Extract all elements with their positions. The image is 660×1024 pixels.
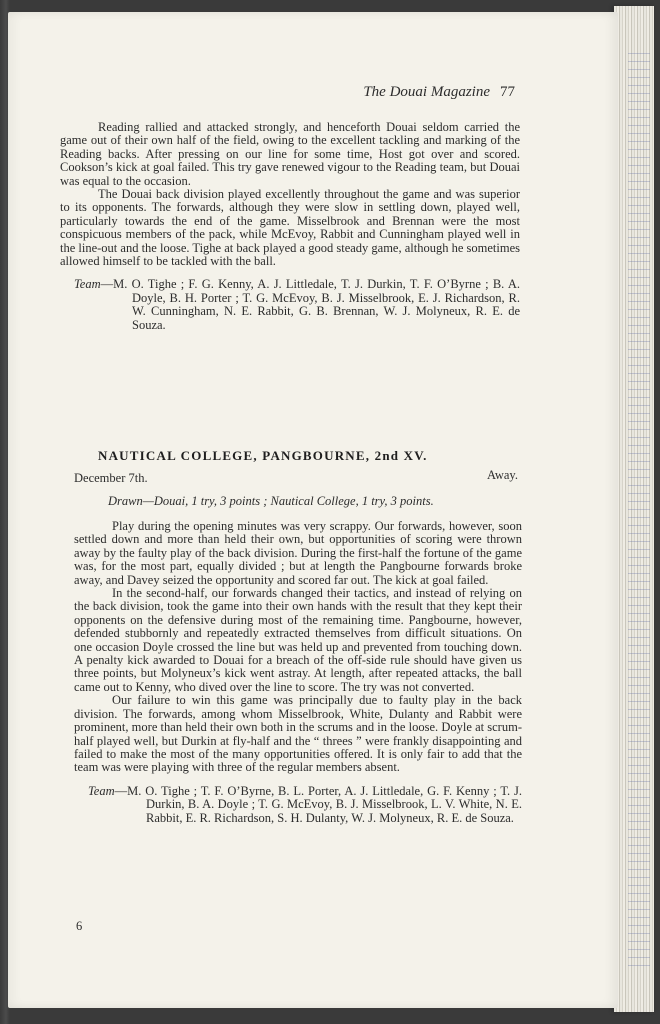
team-list-pangbourne bbox=[74, 785, 522, 825]
section-pangbourne-report bbox=[74, 520, 522, 825]
paragraph-reading-2: The Douai back division played excellently throughout the game and was superior to its opponents. The forwards, although they were slow in settling down, played well, particularly towards the end of the game. Misselbrook and Brennan were the most conspicuous members of the pack, while McEvoy, Rabbit and Cunningham played well in the line-out and the loose. Tighe at back played a good steady game, although he sometimes allowed himself to be tackled with the ball. bbox=[60, 187, 520, 269]
paragraph-reading-1: Reading rallied and attacked strongly, and henceforth Douai seldom carried the game out of their own half of the field, owing to the excellent tackling and marking of the Reading backs. After pressing on our line for some time, Host got over and scored. Cookson’s kick at goal failed. This try gave renewed vigour to the Reading team, but Douai was equal to the occasion. bbox=[60, 120, 520, 188]
team-label: Team bbox=[74, 277, 101, 292]
paragraph-pangbourne-2: In the second-half, our forwards changed their tactics, and instead of relying on the back division, took the game into their own hands with the result that they kept their opponents on the defensive during most of the remaining time. Pangbourne, however, defended stubbornly and repeatedly extracted themselves from difficult situations. On one occasion Doyle crossed the line but was held up and prevented from touching down. A penalty kick awarded to Douai for a breach of the off-side rule should have given us three points, but Molyneux’s kick went astray. At length, after repeated attacks, the ball came out to Kenny, who dived over the line to score. The try was not converted. bbox=[74, 586, 522, 694]
team-names: —M. O. Tighe ; F. G. Kenny, A. J. Littledale, T. J. Durkin, T. F. O’Byrne ; B. A. Doyle, B. H. Porter ; T. G. McEvoy, B. J. Misselbrook, E. J. Richardson, R. W. Cunningham, N. E. Rabbit, G. B. Brennan, W. J. Molyneux, R. E. de Souza. bbox=[100, 277, 520, 332]
page-number: 77 bbox=[500, 84, 515, 100]
section-heading: NAUTICAL COLLEGE, PANGBOURNE, 2nd XV. bbox=[98, 448, 428, 463]
team-label: Team bbox=[88, 783, 115, 798]
team-list-reading bbox=[60, 278, 520, 332]
magazine-title: The Douai Magazine bbox=[363, 84, 490, 100]
match-date-row bbox=[74, 468, 518, 486]
paragraph-pangbourne-1: Play during the opening minutes was very scrappy. Our forwards, however, soon settled down and more than held their own, but opportunities of scoring were thrown away by the faulty play of the back division. During the first-half the fortune of the game was, for the most part, equally divided ; but at length the Pangbourne forwards broke away, and Davey seized the opportunity and scored far out. The kick at goal failed. bbox=[74, 519, 522, 587]
section-reading-report bbox=[60, 121, 520, 332]
signature-mark: 6 bbox=[76, 919, 83, 933]
match-date: December 7th. bbox=[74, 471, 148, 485]
paragraph-pangbourne-3: Our failure to win this game was principally due to faulty play in the back division. The forwards, among whom Misselbrook, White, Dulanty and Rabbit were prominent, more than held their own both in the scrums and in the loose. Doyle at scrum-half played well, but Durkin at fly-half and the “ threes ” were frankly disappointing and failed to make the most of the many opportunities offered. It is only fair to add that the team was were playing with three of the regular members absent. bbox=[74, 693, 522, 775]
running-head bbox=[320, 84, 515, 101]
match-result: Drawn—Douai, 1 try, 3 points ; Nautical College, 1 try, 3 points. bbox=[108, 494, 434, 508]
match-venue: Away. bbox=[486, 468, 518, 482]
page-edges bbox=[614, 6, 654, 1012]
team-names: —M. O. Tighe ; T. F. O’Byrne, B. L. Porter, A. J. Littledale, G. F. Kenny ; T. J. Durkin, B. A. Doyle ; T. G. McEvoy, B. J. Misselbrook, L. V. White, N. E. Rabbit, E. R. Richardson, S. H. Dulanty, W. J. Molyneux, R. E. de Souza. bbox=[114, 783, 522, 825]
